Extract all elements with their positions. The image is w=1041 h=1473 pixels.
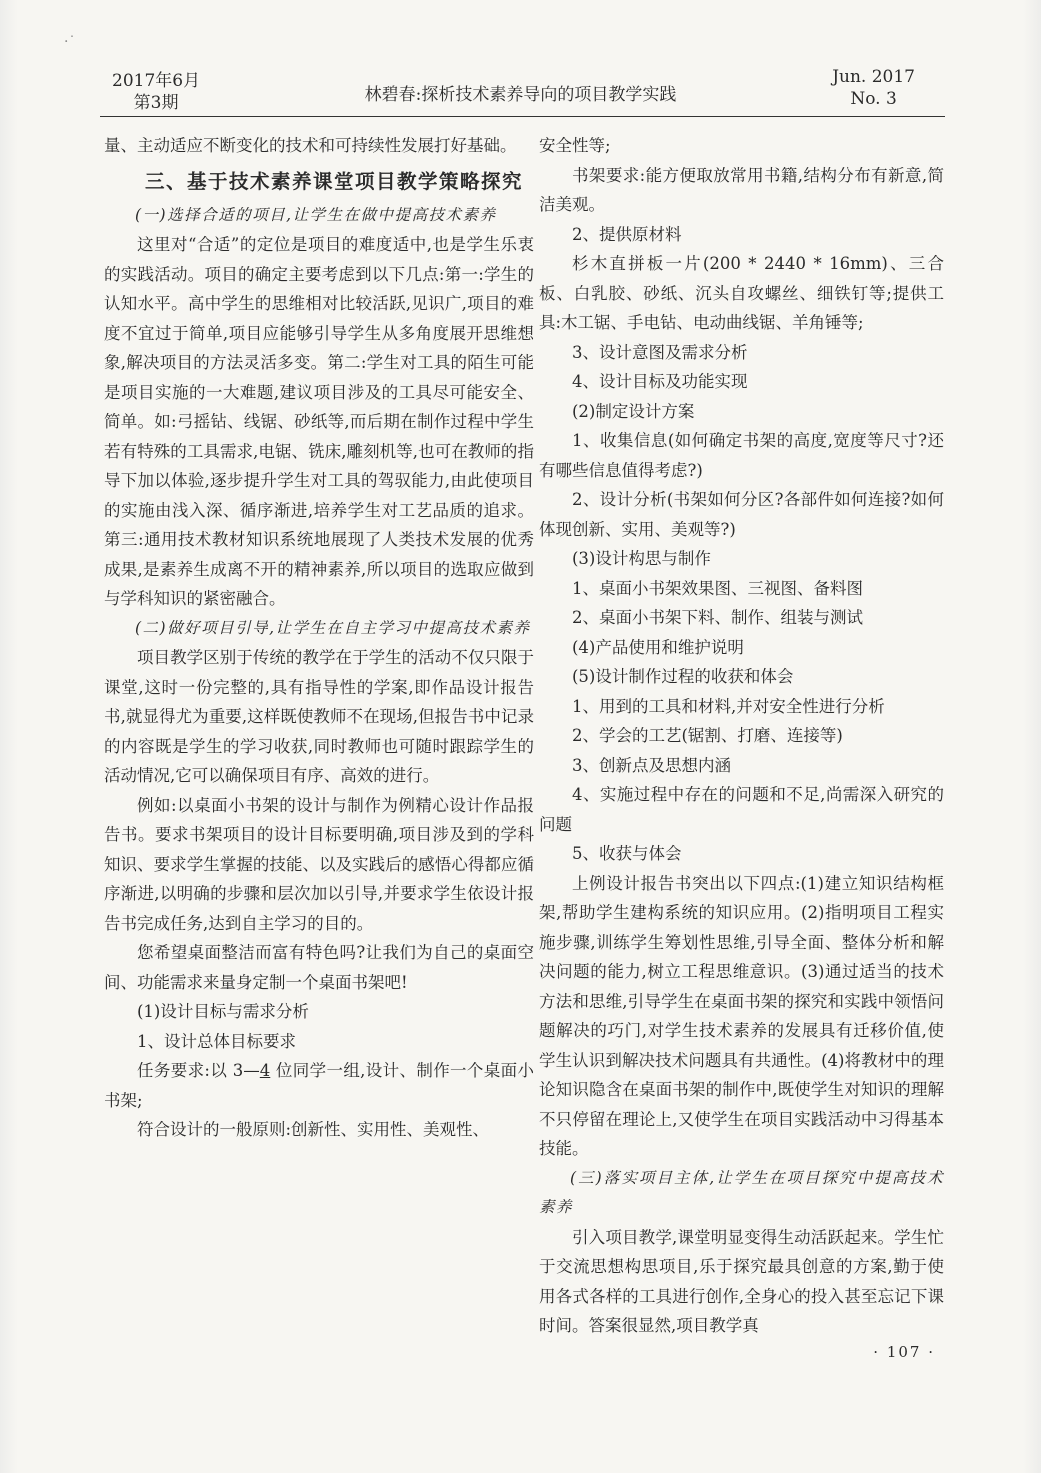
list-item: 4、设计目标及功能实现: [572, 372, 748, 391]
paragraph: 书架要求:能方便取放常用书籍,结构分布有新意,简洁美观。: [539, 165, 944, 214]
left-column: [104, 131, 534, 1145]
list-item: 3、设计意图及需求分析: [572, 342, 748, 362]
scan-speck: ·˙: [64, 34, 76, 50]
subsection-heading: (一)选择合适的项目,让学生在做中提高技术素养: [135, 205, 497, 224]
list-item: [104, 1056, 534, 1115]
list-item: 1、用到的工具和材料,并对安全性进行分析: [572, 696, 885, 716]
right-column: [539, 131, 944, 1341]
list-item: 1、设计总体目标要求: [137, 1031, 296, 1051]
list-item: 2、提供原材料: [572, 224, 682, 244]
list-item: 2、桌面小书架下料、制作、组装与测试: [572, 608, 863, 627]
header-rule: [100, 116, 945, 117]
text-span: 任务要求:以 3—: [137, 1061, 260, 1080]
scan-shadow-right: [1023, 0, 1041, 1473]
list-item: 3、创新点及思想内涵: [572, 755, 731, 775]
paragraph: 项目教学区别于传统的教学在于学生的活动不仅只限于课堂,这时一份完整的,具有指导性的学案,即作品设计报告书,就显得尤为重要,这样既使教师不在现场,但报告书中记录的内容既是学生的学习收获,同时教师也可随时跟踪学生的活动情况,它可以确保项目有序、高效的进行。: [104, 648, 534, 785]
list-item: (2)制定设计方案: [572, 401, 695, 421]
list-item: 2、学会的工艺(锯割、打磨、连接等): [572, 726, 843, 745]
underlined-number: 4: [259, 1061, 271, 1080]
list-item: (3)设计构思与制作: [572, 549, 711, 568]
paragraph: 杉木直拼板一片(200 * 2440 * 16mm)、三合板、白乳胶、砂纸、沉头自攻螺丝、细铁钉等;提供工具:木工锯、手电钻、电动曲线锯、羊角锤等;: [539, 254, 944, 332]
paragraph: 引入项目教学,课堂明显变得生动活跃起来。学生忙于交流思想构思项目,乐于探究最具创意的方案,勤于使用各式各样的工具进行创作,全身心的投入甚至忘记下课时间。答案很显然,项目教学真: [539, 1227, 944, 1335]
paragraph: 您希望桌面整洁而富有特色吗?让我们为自己的桌面空间、功能需求来量身定制一个桌面书架吧!: [104, 943, 534, 992]
section-heading: 三、基于技术素养课堂项目教学策略探究: [144, 169, 523, 193]
header-issue-english: No. 3: [850, 89, 897, 109]
header-issue: 第3期: [133, 93, 179, 113]
text-span: 位同学一组,设计、制作一个桌面小书架;: [104, 1061, 534, 1110]
list-item: 4、实施过程中存在的问题和不足,尚需深入研究的问题: [539, 785, 944, 834]
list-item: 1、桌面小书架效果图、三视图、备料图: [572, 578, 863, 598]
list-item: (1)设计目标与需求分析: [137, 1002, 309, 1021]
header-date-english: Jun. 2017: [832, 67, 915, 87]
subsection-heading: (三)落实项目主体,让学生在项目探究中提高技术素养: [539, 1168, 944, 1216]
header-date: 2017年6月: [112, 71, 201, 91]
running-title: 林碧春:探析技术素养导向的项目教学实践: [364, 85, 677, 105]
paragraph: 量、主动适应不断变化的技术和可持续性发展打好基础。: [104, 136, 517, 155]
list-item: (4)产品使用和维护说明: [572, 637, 744, 657]
paragraph: 这里对“合适”的定位是项目的难度适中,也是学生乐衷的实践活动。项目的确定主要考虑到以下几点:第一:学生的认知水平。高中学生的思维相对比较活跃,见识广,项目的难度不宜过于简单,项目应能够引导学生从多角度展开思维想象,解决项目的方法灵活多变。第二:学生对工具的陌生可能是项目实施的一大难题,建议项目涉及的工具尽可能安全、简单。如:弓摇钻、线锯、砂纸等,而后期在制作过程中学生若有特殊的工具需求,电锯、铣床,雕刻机等,也可在教师的指导下加以体验,逐步提升学生对工具的驾驭能力,由此使项目的实施由浅入深、循序渐进,培养学生对工艺品质的追求。第三:通用技术教材知识系统地展现了人类技术发展的优秀成果,是素养生成离不开的精神素养,所以项目的选取应做到与学科知识的紧密融合。: [104, 235, 534, 608]
paragraph: 安全性等;: [539, 136, 611, 155]
list-item: 1、收集信息(如何确定书架的高度,宽度等尺寸?还有哪些信息值得考虑?): [539, 431, 944, 480]
list-item: 5、收获与体会: [572, 844, 682, 863]
list-item: 2、设计分析(书架如何分区?各部件如何连接?如何体现创新、实用、美观等?): [539, 490, 944, 539]
paragraph: 例如:以桌面小书架的设计与制作为例精心设计作品报告书。要求书架项目的设计目标要明确,项目涉及到的学科知识、要求学生掌握的技能、以及实践后的感悟心得都应循序渐进,以明确的步骤和层次加以引导,并要求学生依设计报告书完成任务,达到自主学习的目的。: [104, 795, 534, 933]
list-item: (5)设计制作过程的收获和体会: [572, 667, 794, 686]
header-date-en: [832, 66, 915, 110]
page-number: · 107 ·: [873, 1343, 935, 1361]
scan-shadow-left: [0, 0, 18, 1473]
subsection-heading: (二)做好项目引导,让学生在自主学习中提高技术素养: [135, 618, 531, 637]
paragraph: 上例设计报告书突出以下四点:(1)建立知识结构框架,帮助学生建构系统的知识应用。(2)指明项目工程实施步骤,训练学生筹划性思维,引导全面、整体分析和解决问题的能力,树立工程思维意识。(3)通过适当的技术方法和思维,引导学生在桌面书架的探究和实践中领悟问题解决的巧门,对学生技术素养的发展具有迁移价值,使学生认识到解决技术问题具有共通性。(4)将教材中的理论知识隐含在桌面书架的制作中,既使学生对知识的理解不只停留在理论上,又使学生在项目实践活动中习得基本技能。: [539, 873, 944, 1158]
list-item: 符合设计的一般原则:创新性、实用性、美观性、: [137, 1120, 490, 1139]
